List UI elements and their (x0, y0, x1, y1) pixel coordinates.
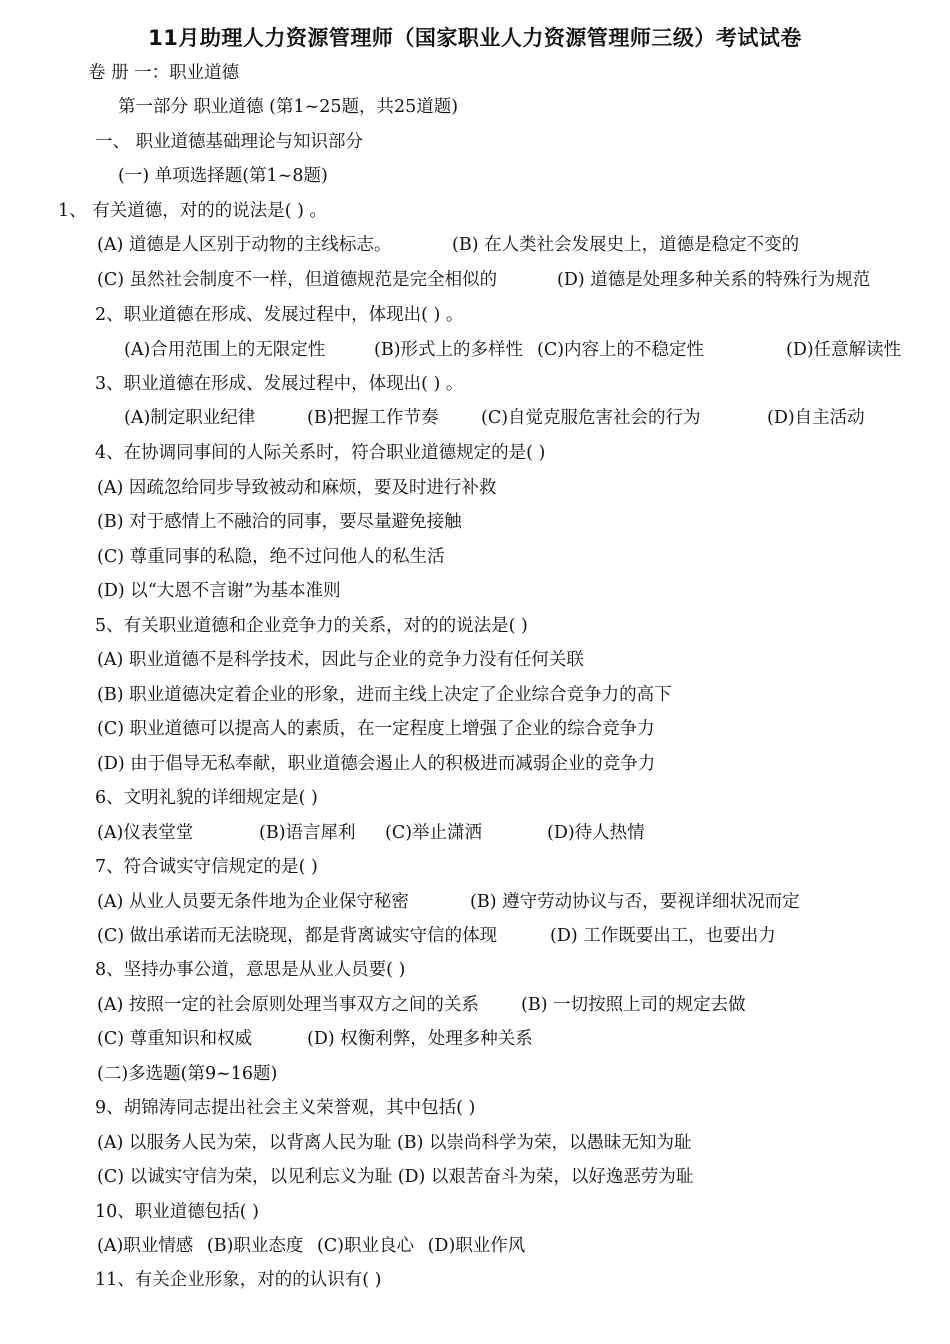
question-5-option-b: (B) 职业道德决定着企业的形象，进而主线上决定了企业综合竞争力的高下 (97, 685, 672, 705)
question-5-option-c: (C) 职业道德可以提高人的素质，在一定程度上增强了企业的综合竞争力 (97, 719, 655, 739)
subsection-heading-single-choice: (一) 单项选择题(第1~8题) (118, 166, 328, 186)
question-6-stem: 6、文明礼貌的详细规定是( ) (95, 788, 318, 808)
question-2-option-a: (A)合用范围上的无限定性 (124, 340, 326, 360)
volume-label: 卷 册 一：职业道德 (88, 63, 240, 83)
question-6-option-b: (B)语言犀利 (259, 823, 356, 843)
question-7-option-a: (A) 从业人员要无条件地为企业保守秘密 (97, 892, 409, 912)
question-9-option-a: (A) 以服务人民为荣，以背离人民为耻 (97, 1133, 392, 1153)
question-9-option-b: (B) 以崇尚科学为荣，以愚昧无知为耻 (396, 1133, 692, 1153)
question-3-option-b: (B)把握工作节奏 (307, 408, 439, 428)
question-2-option-b: (B)形式上的多样性 (374, 340, 524, 360)
question-10-options (97, 1234, 525, 1258)
question-8-option-a: (A) 按照一定的社会原则处理当事双方之间的关系 (97, 995, 479, 1015)
question-9-stem: 9、胡锦涛同志提出社会主义荣誉观，其中包括( ) (95, 1098, 476, 1118)
question-3-option-c: (C)自觉克服危害社会的行为 (481, 408, 701, 428)
question-4-option-d: (D) 以“大恩不言谢”为基本准则 (97, 581, 341, 601)
question-7-options-row1 (97, 890, 800, 914)
question-8-option-b: (B) 一切按照上司的规定去做 (521, 995, 746, 1015)
question-10-option-b: (B)职业态度 (206, 1236, 304, 1256)
question-7-option-b: (B) 遵守劳动协议与否，要视详细状况而定 (470, 892, 800, 912)
question-3-stem: 3、职业道德在形成、发展过程中，体现出( ) 。 (95, 374, 464, 394)
question-1-stem: 1、 有关道德，对的的说法是( ) 。 (58, 201, 327, 221)
question-7-option-c: (C) 做出承诺而无法晓现，都是背离诚实守信的体现 (97, 926, 498, 946)
question-1-option-c: (C) 虽然社会制度不一样，但道德规范是完全相似的 (97, 270, 498, 290)
question-9-options-row1 (97, 1131, 692, 1155)
question-1-options-row2 (97, 268, 871, 292)
question-10-option-c: (C)职业良心 (316, 1236, 415, 1256)
question-8-option-c: (C) 尊重知识和权威 (97, 1029, 253, 1049)
question-3-option-d: (D)自主活动 (767, 408, 865, 428)
question-10-stem: 10、职业道德包括( ) (95, 1202, 259, 1222)
question-3-option-a: (A)制定职业纪律 (124, 408, 256, 428)
question-2-stem: 2、职业道德在形成、发展过程中，体现出( ) 。 (95, 305, 464, 325)
question-6-options (97, 821, 697, 845)
question-5-option-d: (D) 由于倡导无私奉献，职业道德会遏止人的积极进而减弱企业的竞争力 (97, 754, 656, 774)
question-6-option-c: (C)举止潇洒 (385, 823, 483, 843)
question-7-options-row2 (97, 924, 776, 948)
question-11-stem: 11、有关企业形象，对的的认识有( ) (95, 1270, 382, 1290)
question-2-options (124, 338, 914, 362)
exam-title: 11月助理人力资源管理师（国家职业人力资源管理师三级）考试试卷 (148, 26, 802, 50)
question-6-option-d: (D)待人热情 (547, 823, 645, 843)
question-8-options-row1 (97, 993, 746, 1017)
question-4-stem: 4、在协调同事间的人际关系时，符合职业道德规定的是( ) (95, 443, 546, 463)
section-heading: 一、 职业道德基础理论与知识部分 (95, 132, 364, 152)
question-1-option-b: (B) 在人类社会发展史上，道德是稳定不变的 (452, 235, 800, 255)
question-8-options-row2 (97, 1027, 533, 1051)
subsection-heading-multiple-choice: (二)多选题(第9~16题) (97, 1064, 278, 1084)
question-10-option-a: (A)职业情感 (97, 1236, 194, 1256)
question-3-options (124, 406, 914, 430)
question-5-stem: 5、有关职业道德和企业竞争力的关系，对的的说法是( ) (95, 616, 528, 636)
question-1-options-row1 (97, 233, 800, 257)
question-5-option-a: (A) 职业道德不是科学技术，因此与企业的竞争力没有任何关联 (97, 650, 584, 670)
question-8-stem: 8、坚持办事公道，意思是从业人员要( ) (95, 960, 406, 980)
question-6-option-a: (A)仪表堂堂 (97, 823, 194, 843)
question-1-option-d: (D) 道德是处理多种关系的特殊行为规范 (557, 270, 871, 290)
question-7-stem: 7、符合诚实守信规定的是( ) (95, 857, 318, 877)
question-4-option-c: (C) 尊重同事的私隐，绝不过问他人的私生活 (97, 547, 445, 567)
part-heading: 第一部分 职业道德 (第1~25题，共25道题) (118, 97, 459, 117)
question-10-option-d: (D)职业作风 (427, 1236, 526, 1256)
question-2-option-c: (C)内容上的不稳定性 (537, 340, 705, 360)
question-9-option-c: (C) 以诚实守信为荣，以见利忘义为耻 (97, 1167, 393, 1187)
question-4-option-b: (B) 对于感情上不融洽的同事，要尽量避免接触 (97, 512, 462, 532)
question-7-option-d: (D) 工作既要出工，也要出力 (550, 926, 776, 946)
question-4-option-a: (A) 因疏忽给同步导致被动和麻烦，要及时进行补救 (97, 478, 497, 498)
question-8-option-d: (D) 权衡利弊，处理多种关系 (307, 1029, 533, 1049)
question-9-options-row2 (97, 1165, 693, 1189)
question-1-option-a: (A) 道德是人区别于动物的主线标志。 (97, 235, 392, 255)
question-2-option-d: (D)任意解读性 (786, 340, 902, 360)
question-9-option-d: (D) 以艰苦奋斗为荣，以好逸恶劳为耻 (397, 1167, 694, 1187)
